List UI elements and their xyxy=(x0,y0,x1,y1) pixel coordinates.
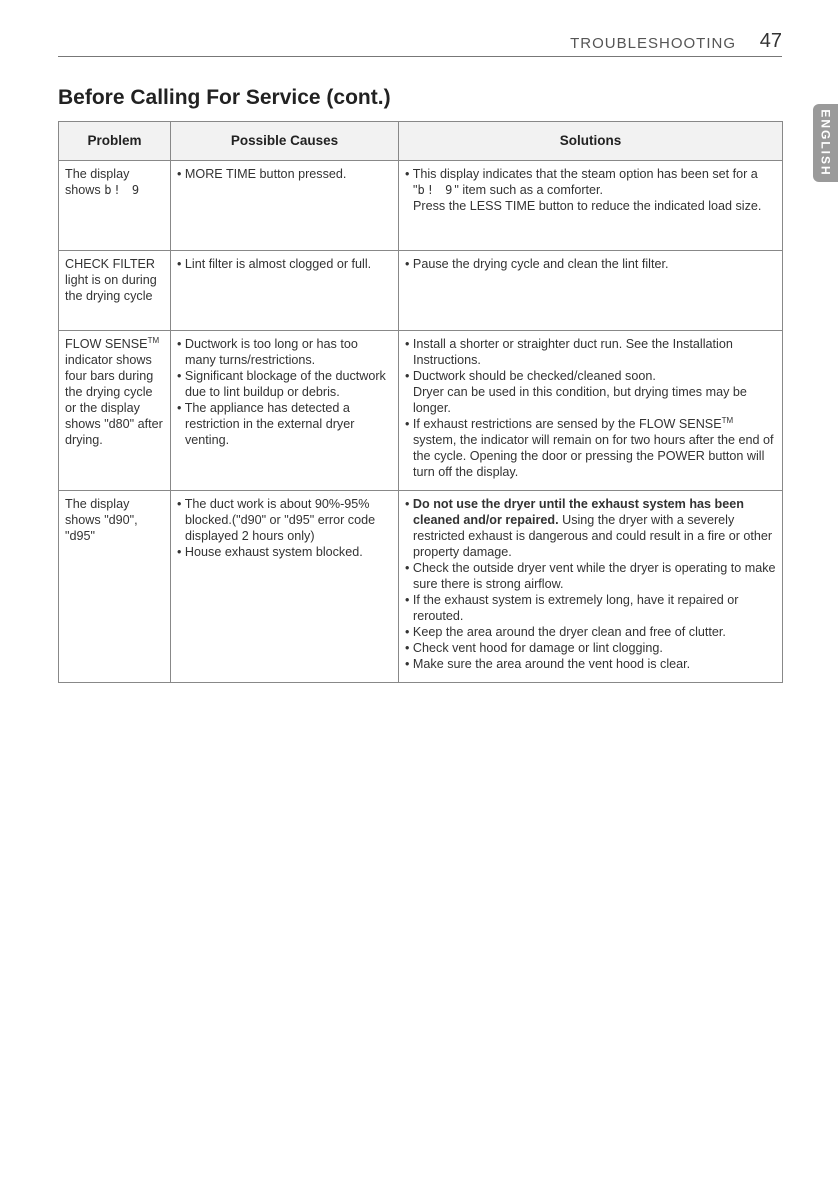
solution-item: • If the exhaust system is extremely long, have it repaired or rerouted. xyxy=(405,593,739,623)
cause-cell xyxy=(171,161,399,251)
solution-item: • Make sure the area around the vent hood is clear. xyxy=(405,657,691,671)
solution-continuation: Press the LESS TIME button to reduce the indicated load size. xyxy=(413,199,762,213)
cause-text: The appliance has detected a restriction in the external dryer venting. xyxy=(184,401,355,447)
header-problem: Problem xyxy=(59,122,171,161)
language-tab xyxy=(813,104,838,182)
solution-cell xyxy=(399,161,783,251)
table-row xyxy=(59,331,783,491)
page-title: Before Calling For Service (cont.) xyxy=(58,86,391,109)
solution-text: system, the indicator will remain on for two hours after the end of the cycle. Opening the door or pressing the POWER button will turn off the display. xyxy=(413,433,774,479)
table-row xyxy=(59,251,783,331)
trademark-mark: TM xyxy=(147,335,160,345)
language-tab-label: ENGLISH xyxy=(818,109,833,177)
solution-text: Ductwork should be checked/cleaned soon. xyxy=(412,369,656,383)
table-header-row xyxy=(59,122,783,161)
cause-item: • Ductwork is too long or has too many turns/restrictions. xyxy=(177,337,358,367)
solution-text: Using the dryer with a severely restricted exhaust is dangerous and could result in a fire or other property damage. xyxy=(413,513,773,559)
problem-text: The display shows xyxy=(65,167,130,197)
cause-item: • The appliance has detected a restriction in the external dryer venting. xyxy=(177,401,355,447)
solution-item: • Check vent hood for damage or lint clogging. xyxy=(405,641,663,655)
cause-cell xyxy=(171,331,399,491)
problem-cell xyxy=(59,161,171,251)
cause-item: • MORE TIME button pressed. xyxy=(177,167,347,181)
solution-text: Make sure the area around the vent hood is clear. xyxy=(412,657,691,671)
solution-item: • Pause the drying cycle and clean the lint filter. xyxy=(405,257,669,271)
cause-cell xyxy=(171,491,399,683)
warning-text: Do not use the dryer until the exhaust system has been cleaned and/or repaired. xyxy=(412,497,744,527)
display-code: b! 9 xyxy=(417,183,455,197)
table-row xyxy=(59,161,783,251)
solution-text: Pause the drying cycle and clean the lint filter. xyxy=(412,257,669,271)
cause-cell xyxy=(171,251,399,331)
solution-item: • Install a shorter or straighter duct run. See the Installation Instructions. xyxy=(405,337,733,367)
header-solutions: Solutions xyxy=(399,122,783,161)
problem-text: indicator shows four bars during the drying cycle or the display shows "d80" after drying. xyxy=(65,353,163,447)
solution-cell xyxy=(399,491,783,683)
cause-text: Ductwork is too long or has too many turns/restrictions. xyxy=(184,337,358,367)
cause-text: Significant blockage of the ductwork due to lint buildup or debris. xyxy=(184,369,386,399)
solution-text: Check vent hood for damage or lint clogging. xyxy=(412,641,663,655)
cause-text: The duct work is about 90%-95% blocked.("d90" or "d95" error code displayed 2 hours only) xyxy=(184,497,376,543)
solution-text: Install a shorter or straighter duct run. See the Installation Instructions. xyxy=(412,337,733,367)
solution-cell xyxy=(399,251,783,331)
solution-text: If the exhaust system is extremely long, have it repaired or rerouted. xyxy=(412,593,739,623)
cause-text: House exhaust system blocked. xyxy=(184,545,363,559)
problem-text: FLOW SENSE xyxy=(65,337,148,351)
section-title: TROUBLESHOOTING xyxy=(570,35,736,52)
display-code: b! 9 xyxy=(104,183,142,197)
solution-text: If exhaust restrictions are sensed by the FLOW SENSE xyxy=(412,417,722,431)
solution-item: • This display indicates that the steam option has been set for a "b! 9" item such as a comforter. xyxy=(405,167,758,197)
trademark-mark: TM xyxy=(721,415,734,425)
solution-continuation: Dryer can be used in this condition, but drying times may be longer. xyxy=(413,385,747,415)
solution-item: • Check the outside dryer vent while the dryer is operating to make sure there is strong airflow. xyxy=(405,561,776,591)
cause-item: • Lint filter is almost clogged or full. xyxy=(177,257,372,271)
solution-item: • Keep the area around the dryer clean and free of clutter. xyxy=(405,625,726,639)
solution-text: Check the outside dryer vent while the dryer is operating to make sure there is strong airflow. xyxy=(412,561,776,591)
solution-cell xyxy=(399,331,783,491)
table-row xyxy=(59,491,783,683)
cause-text: Lint filter is almost clogged or full. xyxy=(184,257,372,271)
problem-cell xyxy=(59,331,171,491)
solution-text: This display indicates that the steam option has been set for a " xyxy=(412,167,758,197)
cause-item: • House exhaust system blocked. xyxy=(177,545,363,559)
solution-text: " item such as a comforter. xyxy=(454,183,604,197)
troubleshooting-table xyxy=(58,121,783,683)
problem-cell: The display shows "d90", "d95" xyxy=(59,491,171,683)
solution-text: Keep the area around the dryer clean and free of clutter. xyxy=(412,625,726,639)
header-possible-causes: Possible Causes xyxy=(171,122,399,161)
page-number: 47 xyxy=(759,30,782,52)
cause-text: MORE TIME button pressed. xyxy=(184,167,347,181)
page-header xyxy=(58,30,782,57)
solution-item: • If exhaust restrictions are sensed by the FLOW SENSE™ system, the indicator will remain on for two hours after the end of the cycle. Opening the door or pressing the POWER button will turn off the display. xyxy=(405,415,774,479)
problem-cell: CHECK FILTER light is on during the drying cycle xyxy=(59,251,171,331)
cause-item: • Significant blockage of the ductwork due to lint buildup or debris. xyxy=(177,369,386,399)
solution-item: • Ductwork should be checked/cleaned soon. xyxy=(405,369,656,383)
solution-item: • Do not use the dryer until the exhaust system has been cleaned and/or repaired. Using the dryer with a severely restricted exhaust is dangerous and could result in a fire or other property damage. xyxy=(405,497,773,559)
cause-item: • The duct work is about 90%-95% blocked.("d90" or "d95" error code displayed 2 hours only) xyxy=(177,497,376,543)
